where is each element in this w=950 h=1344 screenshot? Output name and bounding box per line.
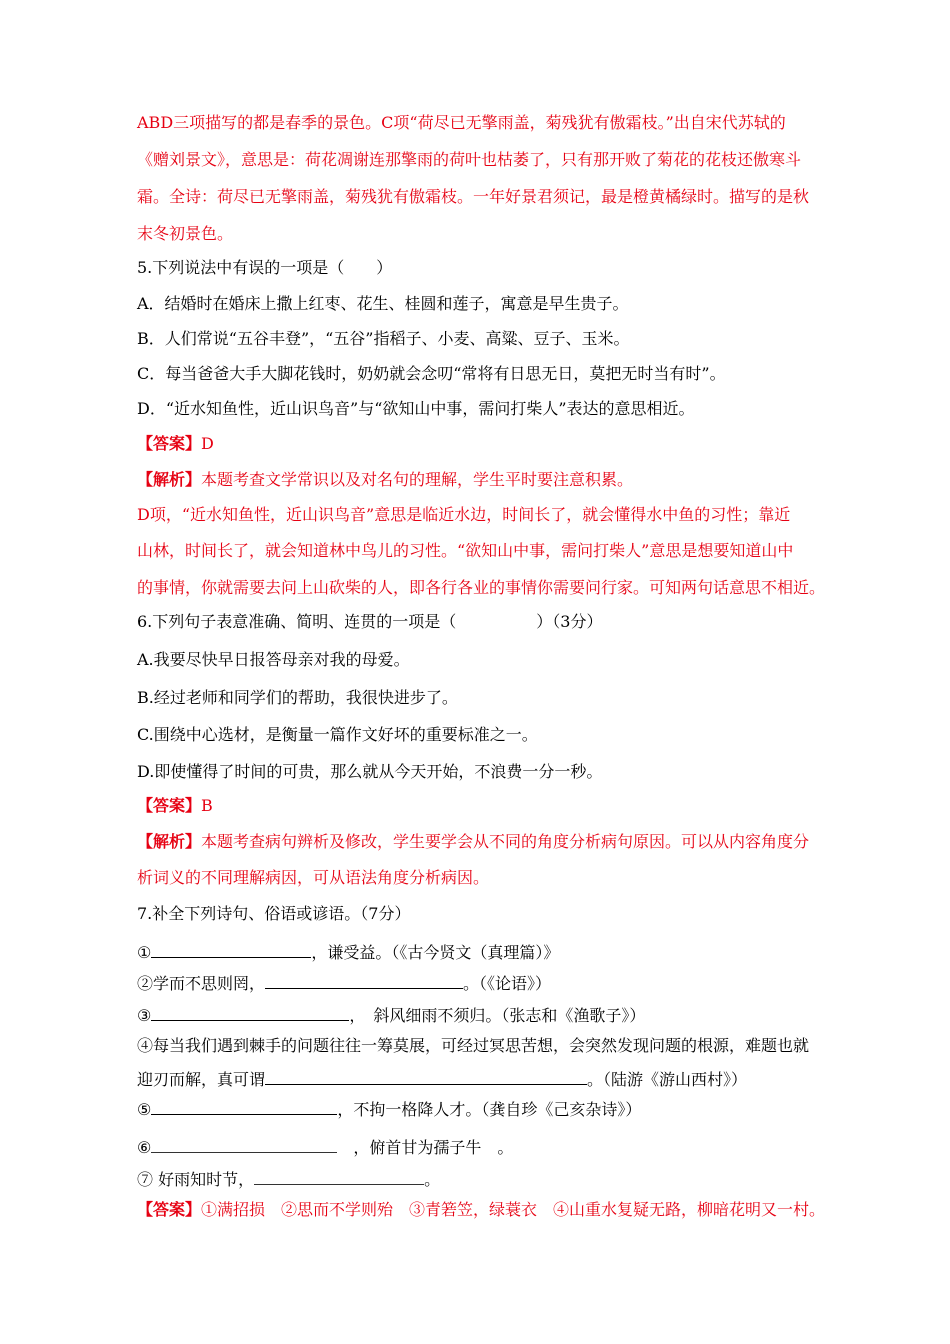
q6-analysis-line-2: 析词义的不同理解病因，可从语法角度分析病因。	[137, 868, 490, 887]
q4-analysis-line-1: ABD三项描写的都是春季的景色。C项“荷尽已无擎雨盖，菊残犹有傲霜枝。”出自宋代苏轼的	[137, 113, 786, 132]
q7-item-6	[137, 1136, 513, 1158]
q5-answer	[137, 434, 214, 454]
q6-answer-value: B	[201, 796, 213, 815]
q7-item-2-post: 。（《论语》）	[463, 974, 552, 993]
q6-answer-tag: 【答案】	[137, 796, 202, 815]
q5-option-b: B．人们常说“五谷丰登”，“五谷”指稻子、小麦、高粱、豆子、玉米。	[137, 329, 630, 348]
q7-item-5-blank[interactable]	[151, 1098, 337, 1115]
q7-item-2	[137, 972, 551, 994]
q6-option-b: B.经过老师和同学们的帮助，我很快进步了。	[137, 688, 458, 707]
q7-item-7-post: 。	[424, 1170, 441, 1189]
q5-analysis-tag: 【解析】	[137, 470, 202, 489]
q7-item-3-post: ， 斜风细雨不须归。（张志和《渔歌子》）	[349, 1006, 646, 1025]
q4-analysis-line-2: 《赠刘景文》，意思是：荷花凋谢连那擎雨的荷叶也枯萎了，只有那开败了菊花的花枝还傲寒斗	[137, 150, 802, 169]
q7-item-5-pre: ⑤	[137, 1100, 152, 1119]
q7-item-5	[137, 1098, 641, 1120]
q5-analysis-line-1: D项，“近水知鱼性，近山识鸟音”意思是临近水边，时间长了，就会懂得水中鱼的习性；靠近	[137, 505, 791, 524]
q6-stem: 6.下列句子表意准确、简明、连贯的一项是（ ）（3分）	[137, 612, 603, 631]
q7-answer	[137, 1200, 825, 1220]
q6-analysis	[137, 832, 809, 852]
q7-item-6-pre: ⑥	[137, 1138, 152, 1157]
q7-item-4-blank[interactable]	[265, 1068, 587, 1085]
q7-item-7	[137, 1168, 440, 1190]
q7-item-7-blank[interactable]	[254, 1168, 424, 1185]
q5-analysis-line-2: 山林，时间长了，就会知道林中鸟儿的习性。“欲知山中事，需问打柴人”意思是想要知道山中	[137, 541, 794, 560]
q7-answer-tag: 【答案】	[137, 1200, 202, 1219]
q7-answer-text: ①满招损 ②思而不学则殆 ③青箬笠，绿蓑衣 ④山重水复疑无路，柳暗花明又一村。	[201, 1200, 826, 1219]
q7-item-4-pre: 迎刃而解，真可谓	[137, 1070, 266, 1089]
q4-analysis-line-3: 霜。全诗：荷尽已无擎雨盖，菊残犹有傲霜枝。一年好景君须记，最是橙黄橘绿时。描写的是秋	[137, 187, 810, 206]
q7-item-6-post: ，俯首甘为孺子牛 。	[337, 1138, 514, 1157]
q7-item-3-pre: ③	[137, 1006, 152, 1025]
q7-item-5-post: ，不拘一格降人才。（龚自珍《己亥杂诗》）	[337, 1100, 642, 1119]
q5-analysis	[137, 470, 633, 490]
q7-item-7-pre: ⑦ 好雨知时节，	[137, 1170, 255, 1189]
q7-item-2-pre: ②学而不思则罔，	[137, 974, 266, 993]
q5-stem: 5.下列说法中有误的一项是（ ）	[137, 258, 393, 277]
q7-item-2-blank[interactable]	[265, 972, 463, 989]
q5-option-d: D．“近水知鱼性，近山识鸟音”与“欲知山中事，需问打柴人”表达的意思相近。	[137, 399, 695, 418]
q6-analysis-tag: 【解析】	[137, 832, 202, 851]
q4-analysis-line-4: 末冬初景色。	[137, 224, 234, 243]
q7-item-6-blank[interactable]	[151, 1136, 337, 1153]
q5-answer-tag: 【答案】	[137, 434, 202, 453]
q7-item-1-post: ，谦受益。（《古今贤文（真理篇）》	[311, 943, 560, 962]
q5-option-c: C．每当爸爸大手大脚花钱时，奶奶就会念叨“常将有日思无日，莫把无时当有时”。	[137, 364, 726, 383]
q6-analysis-first: 本题考查病句辨析及修改，学生要学会从不同的角度分析病句原因。可以从内容角度分	[201, 832, 810, 851]
q7-item-4-post: 。（陆游《游山西村》）	[587, 1070, 748, 1089]
q6-option-d: D.即使懂得了时间的可贵，那么就从今天开始，不浪费一分一秒。	[137, 762, 603, 781]
q7-stem: 7.补全下列诗句、俗语或谚语。（7分）	[137, 904, 411, 923]
q7-item-4-line-2	[137, 1068, 747, 1090]
q6-option-c: C.围绕中心选材，是衡量一篇作文好坏的重要标准之一。	[137, 725, 538, 744]
q5-option-a: A．结婚时在婚床上撒上红枣、花生、桂圆和莲子，寓意是早生贵子。	[137, 294, 629, 313]
q7-item-1-pre: ①	[137, 943, 152, 962]
q7-item-3-blank[interactable]	[151, 1004, 349, 1021]
q7-item-1-blank[interactable]	[151, 941, 311, 958]
q5-analysis-line-3: 的事情，你就需要去问上山砍柴的人，即各行各业的事情你需要问行家。可知两句话意思不相近。	[137, 578, 826, 597]
q6-option-a: A.我要尽快早日报答母亲对我的母爱。	[137, 650, 410, 669]
q7-item-1	[137, 941, 559, 963]
q7-item-3	[137, 1004, 645, 1026]
q6-answer	[137, 796, 213, 816]
q5-analysis-first: 本题考查文学常识以及对名句的理解，学生平时要注意积累。	[201, 470, 634, 489]
q5-answer-value: D	[201, 434, 214, 453]
q7-item-4-line-1: ④每当我们遇到棘手的问题往往一筹莫展，可经过冥思苦想，会突然发现问题的根源，难题也就	[137, 1036, 810, 1055]
